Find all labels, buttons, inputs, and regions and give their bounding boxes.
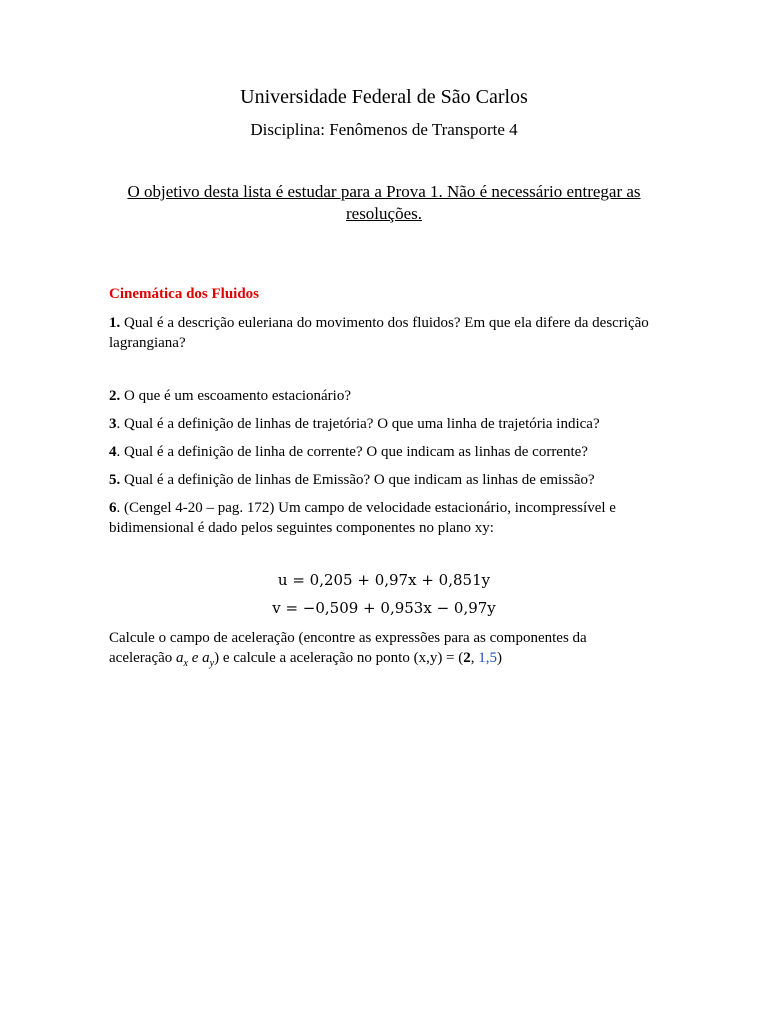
question-6: [109, 498, 669, 538]
question-number: 1.: [109, 315, 121, 331]
closing-line-2-mid: ) e calcule a aceleração no ponto (x,y) = (: [214, 650, 464, 666]
ax-symbol: $a_x$: [176, 650, 188, 669]
equation-v: v = −0,509 + 0,953x − 0,97y: [272, 599, 496, 617]
ay-symbol: $a_y$: [202, 650, 215, 669]
question-number: 5.: [109, 472, 121, 488]
question-text: . Qual é a definição de linhas de trajetória? O que uma linha de trajetória indica?: [116, 416, 600, 432]
university-title: Universidade Federal de São Carlos: [240, 86, 528, 108]
closing-instruction: [109, 628, 669, 674]
question-text: Qual é a definição de linhas de Emissão? O que indicam as linhas de emissão?: [124, 472, 595, 488]
question-3: [109, 414, 669, 434]
question-4: [109, 442, 669, 462]
question-number: 6: [109, 500, 117, 516]
question-number: 3: [109, 416, 117, 432]
point-x: 2: [463, 650, 471, 666]
section-heading: Cinemática dos Fluidos: [109, 286, 260, 302]
question-number: 2.: [109, 388, 121, 404]
objective-note: O objetivo desta lista é estudar para a Prova 1. Não é necessário entregar as resoluções.: [127, 182, 641, 223]
point-y: 1,5: [478, 650, 498, 666]
question-text: . Qual é a definição de linha de corrente? O que indicam as linhas de corrente?: [116, 444, 588, 460]
closing-line-1: Calcule o campo de aceleração (encontre as expressões para as componentes da: [109, 630, 587, 646]
question-1: [109, 313, 669, 353]
equation-u: u = 0,205 + 0,97x + 0,851y: [277, 571, 491, 589]
point-comma: ,: [470, 650, 479, 666]
question-text: . (Cengel 4-20 – pag. 172) Um campo de velocidade estacionário, incompressível e bidimensional é dado pelos seguintes componentes no plano xy:: [109, 500, 616, 536]
discipline-title: Disciplina: Fenômenos de Transporte 4: [250, 120, 518, 139]
point-close: ): [497, 650, 503, 666]
question-2: [109, 386, 669, 406]
e-connector: e: [187, 650, 203, 666]
question-5: [109, 470, 669, 490]
question-number: 4: [109, 444, 117, 460]
question-text: O que é um escoamento estacionário?: [124, 388, 351, 404]
closing-line-2-prefix: aceleração: [109, 650, 177, 666]
question-text: Qual é a descrição euleriana do movimento dos fluidos? Em que ela difere da descrição lagrangiana?: [109, 315, 649, 351]
